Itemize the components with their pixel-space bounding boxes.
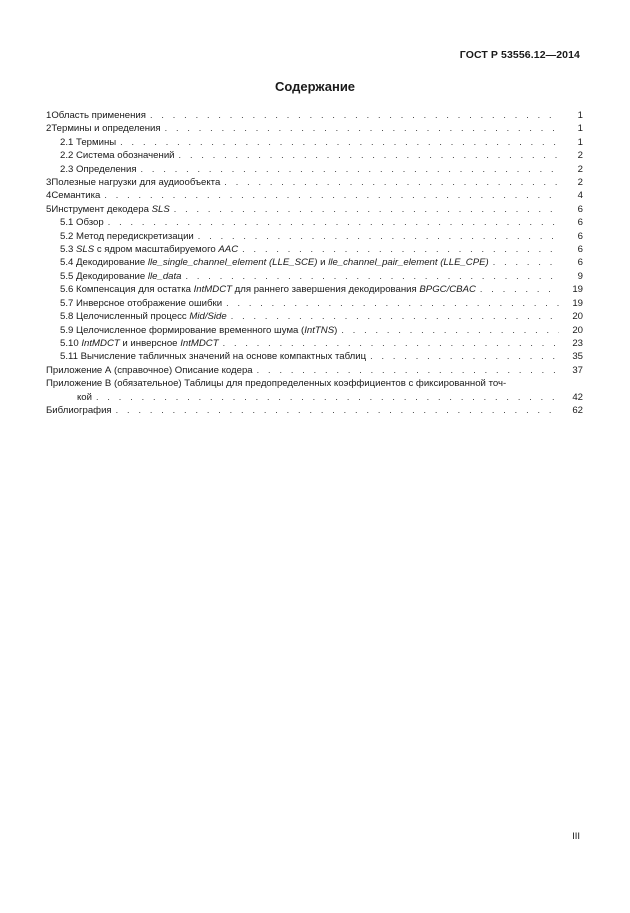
toc-entry-text: Приложение А (справочное) Описание кодера — [46, 364, 253, 376]
toc-entry[interactable] — [46, 404, 583, 417]
leader-dots — [186, 270, 560, 283]
toc-entry-label — [51, 176, 220, 189]
toc-entry-italic-term: BPGC/CBAC — [419, 284, 476, 296]
toc-entry-label — [46, 297, 222, 310]
leader-dots — [179, 149, 559, 162]
toc-entry[interactable] — [46, 337, 583, 350]
toc-entry-page: 2 — [577, 150, 583, 162]
toc-entry-label: кой — [77, 391, 92, 403]
leader-dots — [223, 337, 559, 350]
toc-entry-italic-term: lle_single_channel_element (LLE_SCE) — [147, 257, 318, 269]
leader-dots — [165, 122, 559, 135]
toc-entry-text: Инструмент декодера — [51, 203, 149, 215]
toc-entry-italic-term: IntTNS — [304, 324, 335, 336]
leader-dots — [141, 163, 559, 176]
leader-dots — [226, 297, 559, 310]
toc-entry-text: 5.2 Метод передискретизации — [60, 230, 194, 242]
toc-entry[interactable] — [46, 377, 583, 390]
toc-entry-page: 6 — [577, 244, 583, 256]
table-of-contents — [46, 109, 583, 417]
toc-entry-italic-term: AAC — [218, 244, 239, 256]
leader-dots — [493, 256, 559, 269]
toc-entry-label — [46, 364, 253, 377]
toc-entry-page: 6 — [577, 230, 583, 242]
toc-entry-text: ) — [334, 324, 338, 336]
toc-entry-text: Область применения — [51, 110, 146, 121]
toc-entry-label — [46, 256, 489, 269]
toc-entry[interactable] — [46, 283, 583, 296]
toc-entry-label — [46, 163, 137, 176]
leader-dots — [104, 189, 559, 202]
toc-entry-text: 2.1 Термины — [60, 136, 117, 148]
toc-entry-number: 2 — [46, 123, 52, 135]
leader-dots — [370, 350, 559, 363]
toc-entry[interactable] — [46, 350, 583, 363]
toc-entry[interactable] — [46, 256, 583, 269]
toc-entry-label — [46, 230, 194, 243]
toc-entry-page: 6 — [577, 257, 583, 269]
toc-entry-page: 62 — [572, 404, 583, 416]
toc-entry-text: 5.10 — [60, 337, 79, 349]
toc-entry-label — [46, 283, 476, 296]
toc-entry-text: 5.1 Обзор — [60, 217, 104, 229]
toc-entry[interactable] — [46, 324, 583, 337]
toc-entry-page: 19 — [572, 284, 583, 296]
toc-entry-italic-term: IntMDCT — [180, 337, 219, 349]
toc-entry-page: 37 — [572, 364, 583, 376]
toc-entry-page: 23 — [572, 337, 583, 349]
toc-entry-text: 5.11 Вычисление табличных значений на основе компактных таблиц — [60, 351, 367, 363]
toc-entry[interactable] — [46, 230, 583, 243]
toc-entry-text: и — [320, 257, 326, 269]
toc-entry[interactable] — [46, 122, 583, 135]
toc-entry-page: 6 — [577, 217, 583, 229]
toc-entry[interactable] — [46, 109, 583, 122]
leader-dots — [224, 176, 559, 189]
toc-entry-page: 1 — [577, 110, 583, 121]
leader-dots — [198, 230, 559, 243]
toc-entry-label — [46, 310, 227, 323]
toc-entry-page: 6 — [577, 203, 583, 215]
toc-entry-text: 5.7 Инверсное отображение ошибки — [60, 297, 223, 309]
toc-entry-italic-term: Mid/Side — [189, 311, 227, 323]
toc-entry-italic-term: lle_data — [147, 270, 182, 282]
toc-entry[interactable] — [46, 176, 583, 189]
toc-entry-italic-term: IntMDCT — [81, 337, 120, 349]
toc-entry-page: 35 — [572, 351, 583, 363]
toc-entry-text: Библиография — [46, 404, 112, 416]
toc-entry-page: 20 — [572, 311, 583, 323]
leader-dots — [242, 243, 559, 256]
toc-entry-italic-term: lle_channel_pair_element (LLE_CPE) — [328, 257, 489, 269]
leader-dots — [150, 109, 559, 122]
leader-dots — [257, 364, 559, 377]
toc-entry-label — [46, 337, 219, 350]
toc-entry-number: 4 — [46, 190, 52, 202]
toc-entry-label — [51, 109, 146, 122]
toc-entry[interactable] — [46, 270, 583, 283]
toc-entry-text: для раннего завершения декодирования — [234, 284, 417, 296]
toc-entry-label — [46, 149, 175, 162]
toc-entry-label — [51, 122, 160, 135]
toc-entry-text: 5.8 Целочисленный процесс — [60, 311, 187, 323]
toc-entry-page: 20 — [572, 324, 583, 336]
toc-entry[interactable] — [46, 297, 583, 310]
leader-dots — [231, 310, 559, 323]
toc-entry-text: 2.3 Определения — [60, 163, 137, 175]
toc-entry-page: 42 — [572, 391, 583, 403]
toc-entry-label — [51, 189, 100, 202]
toc-entry-label — [46, 216, 104, 229]
leader-dots — [120, 136, 559, 149]
standard-number: ГОСТ Р 53556.12—2014 — [459, 49, 580, 61]
leader-dots — [96, 391, 559, 404]
toc-entry-text: 5.4 Декодирование — [60, 257, 146, 269]
toc-entry-italic-term: SLS — [151, 203, 170, 215]
toc-entry-label — [46, 136, 116, 149]
toc-entry-label: Приложение В (обязательное) Таблицы для предопределенных коэффициентов с фиксированной точ- — [46, 378, 507, 390]
toc-entry-label — [51, 203, 169, 216]
leader-dots — [480, 283, 559, 296]
toc-entry-page: 1 — [577, 136, 583, 148]
toc-entry-text: с ядром масштабируемого — [96, 244, 216, 256]
toc-entry-number: 1 — [46, 110, 52, 121]
toc-entry-text: Семантика — [51, 190, 101, 202]
leader-dots — [174, 203, 559, 216]
toc-entry-text: 5.5 Декодирование — [60, 270, 146, 282]
toc-entry-text: 5.6 Компенсация для остатка — [60, 284, 191, 296]
leader-dots — [341, 324, 559, 337]
toc-entry-label — [46, 243, 238, 256]
leader-dots — [108, 216, 559, 229]
toc-entry[interactable] — [46, 310, 583, 323]
toc-entry-label — [46, 350, 366, 363]
toc-entry[interactable] — [46, 163, 583, 176]
leader-dots — [116, 404, 559, 417]
toc-entry[interactable] — [46, 149, 583, 162]
toc-entry-page: 2 — [577, 177, 583, 189]
toc-entry[interactable] — [46, 243, 583, 256]
toc-entry-italic-term: SLS — [76, 244, 95, 256]
toc-entry-page: 2 — [577, 163, 583, 175]
toc-entry[interactable] — [46, 189, 583, 202]
toc-entry-text: 5.9 Целочисленное формирование временного шума ( — [60, 324, 305, 336]
toc-entry[interactable] — [46, 136, 583, 149]
toc-entry-text: Полезные нагрузки для аудиообъекта — [51, 177, 221, 189]
toc-entry-text: 5.3 — [60, 244, 74, 256]
toc-entry-italic-term: IntMDCT — [193, 284, 232, 296]
toc-entry-text: Термины и определения — [51, 123, 161, 135]
toc-entry-page: 4 — [577, 190, 583, 202]
toc-entry-label — [46, 324, 337, 337]
toc-entry-continuation[interactable] — [46, 391, 583, 404]
toc-entry-text: и инверсное — [122, 337, 178, 349]
toc-entry-page: 9 — [577, 270, 583, 282]
toc-entry-page: 19 — [572, 297, 583, 309]
toc-entry-label — [46, 404, 112, 417]
page-title: Содержание — [274, 79, 356, 94]
toc-entry-label — [46, 270, 182, 283]
page-number: III — [572, 831, 580, 842]
toc-entry-page: 1 — [577, 123, 583, 135]
toc-entry[interactable] — [46, 216, 583, 229]
toc-entry-number: 5 — [46, 203, 52, 215]
toc-entry-text: 2.2 Система обозначений — [60, 150, 175, 162]
toc-entry[interactable] — [46, 364, 583, 377]
toc-entry-number: 3 — [46, 177, 52, 189]
toc-entry[interactable] — [46, 203, 583, 216]
